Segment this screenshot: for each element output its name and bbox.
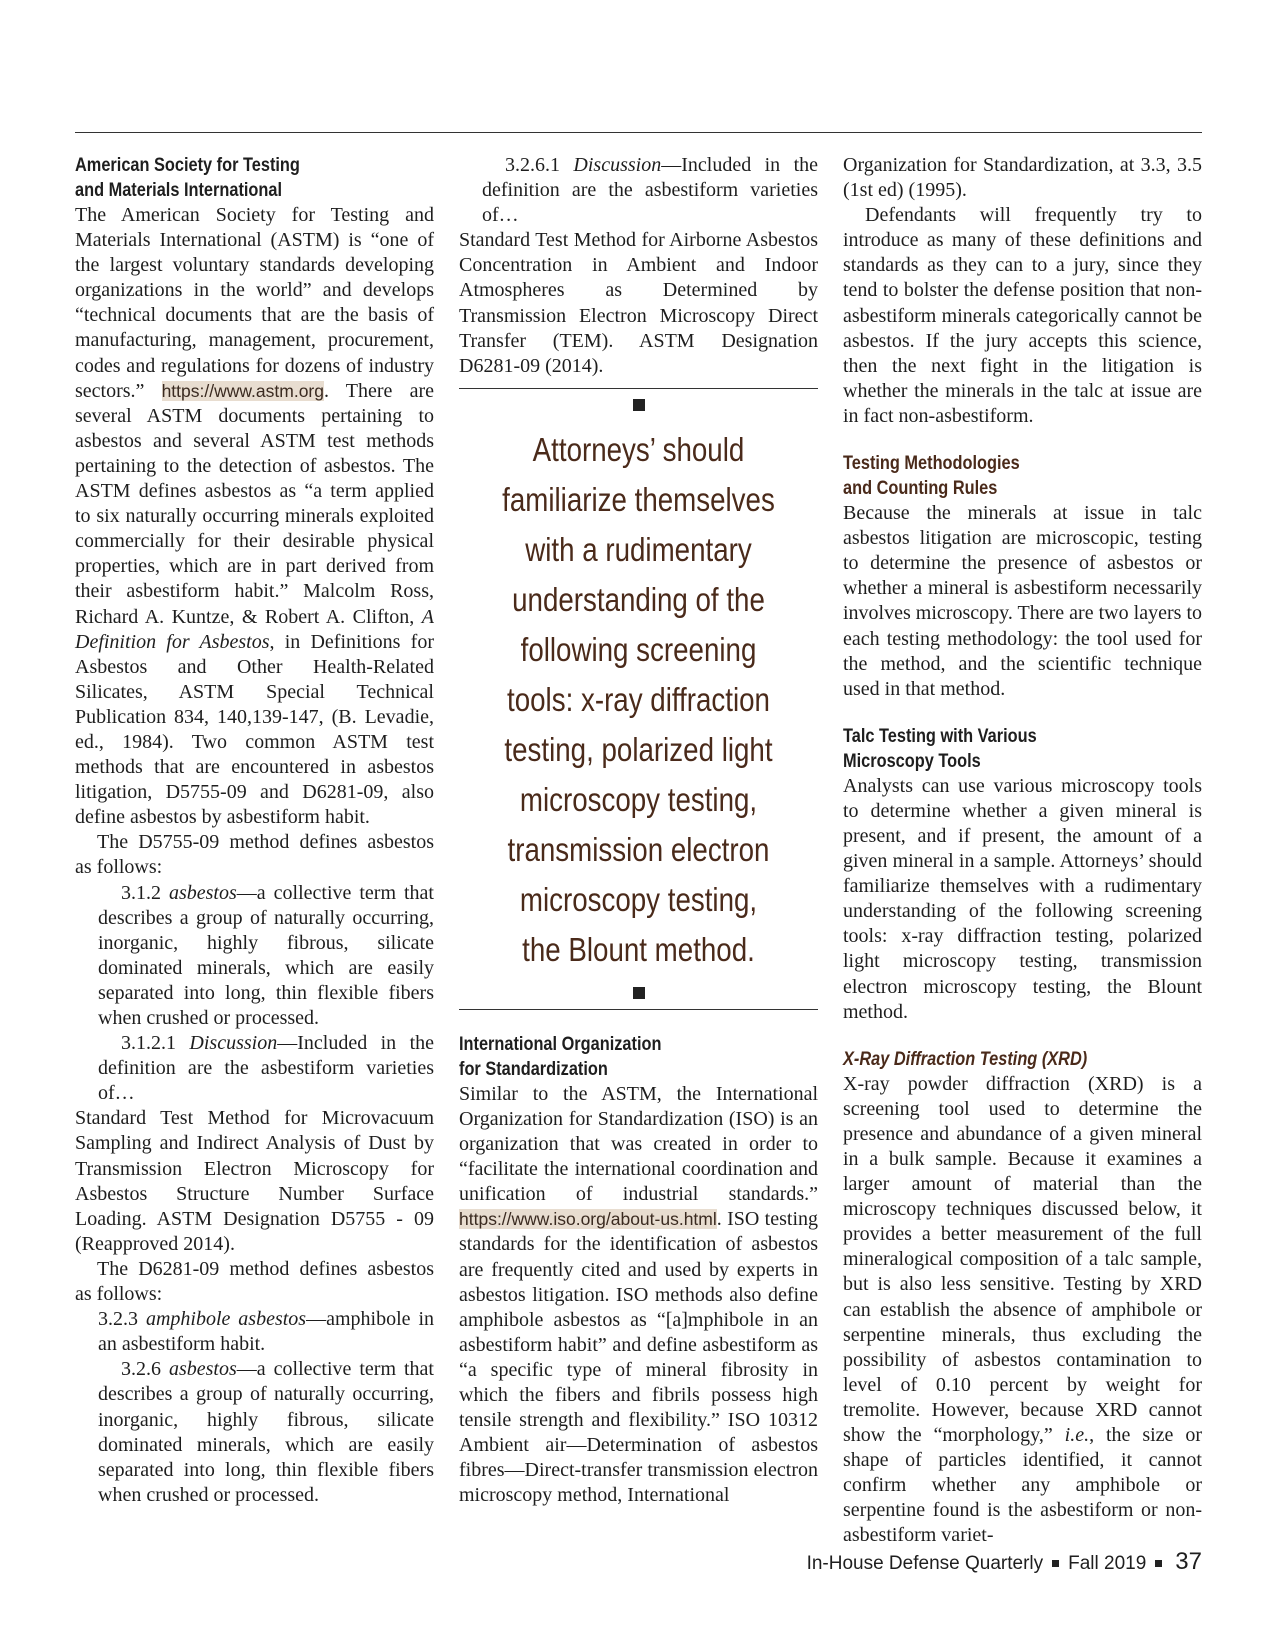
heading-line: for Standardization <box>459 1058 608 1080</box>
heading-line: International Organization <box>459 1033 662 1055</box>
pull-quote-line: transmission electron <box>507 830 770 868</box>
quoted-definition <box>75 1031 434 1106</box>
paragraph-text: Similar to the ASTM, the International Organization for Standardization (ISO) is an organization that was created in order to “facilitate the international coordination and unification of industrial standards.” <box>459 1082 818 1206</box>
paragraph: Analysts can use various microscopy tools to determine whether a given mineral is present, and if present, the amount of a given mineral in a sample. Attorneys’ should familiarize themselves with a rudimentary understanding of the following screening tools: x-ray diffraction testing, polarized light microscopy testing, transmission electron microscopy testing, the Blount method. <box>843 774 1202 1023</box>
page-footer <box>807 1548 1202 1576</box>
publication-name: In-House Defense Quarterly <box>806 1553 1044 1574</box>
paragraph: The D6281-09 method defines asbestos as follows: <box>75 1257 434 1306</box>
paragraph: Defendants will frequently try to introduce as many of these definitions and standards as they can to a jury, since they tend to bolster the defense position that non-asbestiform minerals categorically cannot be asbestos. If the jury accepts this science, then the next fight in the litigation is whether the minerals in the talc at issue are in fact non-asbestiform. <box>843 204 1202 427</box>
paragraph-text: , in Definitions for Asbestos and Other Health-Related Silicates, ASTM Special Technical Publication 834, 140,139-147, (B. Levadie, ed., 1984). Two common ASTM test methods that are encountered in asbestos litigation, D5755-09 and D6281-09, also define asbestos by asbestiform habit. <box>75 630 434 829</box>
spacer <box>843 429 1202 451</box>
square-bullet-icon <box>633 987 645 999</box>
spacer <box>459 1010 818 1032</box>
pull-quote-line: the Blount method. <box>522 930 755 968</box>
spacer <box>843 1025 1202 1047</box>
pull-quote-line: testing, polarized light <box>504 730 773 768</box>
definition-text: —amphibole in an asbestiform habit. <box>98 1308 435 1356</box>
pull-quote-line: tools: x-ray diffraction <box>507 680 770 718</box>
iso-link[interactable]: https://www.iso.org/about-us.html <box>459 1209 717 1230</box>
heading-line: Talc Testing with Various <box>843 725 1037 747</box>
issue-date: Fall 2019 <box>1068 1553 1147 1574</box>
citation-title: A Definition for Asbestos <box>75 605 434 653</box>
pull-quote-rule <box>459 388 818 389</box>
paragraph-text: . There are several ASTM documents pertaining to asbestos and several ASTM test methods pertaining to the detection of asbestos. The ASTM defines asbestos as “a term applied to six naturally occurring minerals exploited commercially for their desirable physical properties, which are in part derived from their asbestiform habit.” Malcolm Ross, Richard A. Kuntze, & Robert A. Clifton, <box>75 379 434 628</box>
definition-number: 3.2.6.1 <box>505 154 574 176</box>
definition-term: Discussion <box>189 1032 278 1055</box>
top-rule <box>75 132 1202 133</box>
paragraph-text: X-ray powder diffraction (XRD) is a screening tool used to determine the presence and abundance of a given mineral in a bulk sample. Because it examines a larger amount of material than the microscopy techniques discussed below, it provides a better measurement of the full mineralogical composition of a talc sample, but is also less sensitive. Testing by XRD can establish the absence of amphibole or serpentine minerals, thus excluding the possibility of asbestos contamination to level of 0.10 percent by weight for tremolite. However, because XRD cannot show the “morphology,” <box>843 1072 1202 1447</box>
definition-term: asbestos <box>168 881 237 904</box>
quoted-definition <box>459 153 818 228</box>
pull-quote-line: microscopy testing, <box>519 780 758 818</box>
pull-quote-line: understanding of the <box>512 580 765 618</box>
section-heading-talc-testing <box>843 724 1152 774</box>
heading-line: Microscopy Tools <box>843 750 981 772</box>
definition-term: asbestos <box>168 1358 237 1381</box>
pull-quote-line: following screening <box>520 630 757 668</box>
column-3 <box>843 153 1202 1549</box>
paragraph-text: , the size or shape of particles identified, it cannot confirm whether any amphibole or serpentine found is the asbestiform or non-asbestiform variet- <box>843 1424 1203 1547</box>
paragraph: Because the minerals at issue in talc asbestos litigation are microscopic, testing to determine the presence of asbestos or whether a mineral is asbestiform necessarily involves microscopy. There are two layers to each testing methodology: the tool used for the method, and the scientific technique used in that method. <box>843 502 1202 700</box>
square-bullet-icon <box>633 399 645 411</box>
definition-term: amphibole asbestos <box>145 1308 307 1331</box>
quoted-definition <box>75 881 434 1032</box>
pull-quote-line: Attorneys’ should <box>532 430 745 468</box>
definition-text: —a collective term that describes a group of naturally occurring, inorganic, highly fibrous, silicate dominated minerals, which are easily separated into long, thin flexible fibers when crushed or processed. <box>98 881 434 1029</box>
column-1 <box>75 153 434 1508</box>
section-heading-astm <box>75 153 384 203</box>
definition-number: 3.2.6 <box>121 1358 169 1381</box>
paragraph: Organization for Standardization, at 3.3, 3.5 (1st ed) (1995). <box>843 154 1202 202</box>
paragraph-text: . ISO testing standards for the identification of asbestos are frequently cited and used by experts in asbestos litigation. ISO methods also define amphibole asbestos as “[a]mphibole in an asbestiform habit” and define asbestiform as “a specific type of mineral fibrosity in which the fibers and fibrils possess high tensile strength and flexibility.” ISO 10312 Ambient air—Determination of asbestos fibres—Direct-transfer transmission electron microscopy method, International <box>459 1208 818 1507</box>
paragraph: Standard Test Method for Microvacuum Sampling and Indirect Analysis of Dust by Transmission Electron Microscopy for Asbestos Structure Number Surface Loading. ASTM Designation D5755 - 09 (Reapproved 2014). <box>75 1107 434 1255</box>
heading-line: and Counting Rules <box>843 478 998 500</box>
pull-quote-line: with a rudimentary <box>525 530 752 568</box>
paragraph <box>843 1072 1202 1549</box>
column-2 <box>459 153 818 1508</box>
definition-number: 3.2.3 <box>98 1308 146 1331</box>
quoted-definition <box>75 1307 434 1357</box>
definition-term: Discussion <box>573 154 662 176</box>
quoted-definition <box>75 1357 434 1508</box>
paragraph <box>75 203 434 830</box>
heading-line: and Materials International <box>75 180 283 201</box>
pull-quote-text <box>488 425 790 975</box>
pull-quote <box>459 388 818 1010</box>
heading-line: Testing Methodologies <box>843 453 1020 475</box>
pull-quote-line: microscopy testing, <box>519 880 758 918</box>
paragraph: Standard Test Method for Airborne Asbestos Concentration in Ambient and Indoor Atmospheres as Determined by Transmission Electron Microscopy Direct Transfer (TEM). ASTM Designation D6281-09 (2014). <box>459 229 818 377</box>
definition-number: 3.1.2 <box>121 881 169 904</box>
square-bullet-icon <box>1052 1560 1059 1567</box>
square-bullet-icon <box>1155 1560 1162 1567</box>
section-heading-iso <box>459 1032 768 1082</box>
abbreviation: i.e. <box>1064 1424 1090 1447</box>
pull-quote-line: familiarize themselves <box>502 480 775 518</box>
paragraph: The D5755-09 method defines asbestos as follows: <box>75 831 434 879</box>
heading-line: American Society for Testing <box>75 155 300 176</box>
astm-link[interactable]: https://www.astm.org <box>161 380 324 401</box>
paragraph <box>459 1082 818 1509</box>
section-heading-xrd: X-Ray Diffraction Testing (XRD) <box>843 1048 1088 1070</box>
definition-text: —a collective term that describes a group of naturally occurring, inorganic, highly fibrous, silicate dominated minerals, which are easily separated into long, thin flexible fibers when crushed or processed. <box>98 1358 434 1506</box>
paragraph-text: The American Society for Testing and Materials International (ASTM) is “one of the largest voluntary standards developing organizations in the world” and develops “technical documents that are the basis of manufacturing, management, procurement, codes and regulations for dozens of industry sectors.” <box>75 204 434 402</box>
page-number: 37 <box>1175 1548 1202 1575</box>
definition-text: —Included in the definition are the asbestiform varieties of… <box>98 1032 435 1105</box>
definition-text: —Included in the definition are the asbestiform varieties of… <box>482 154 819 227</box>
definition-number: 3.1.2.1 <box>121 1032 190 1055</box>
section-heading-testing-methodologies <box>843 451 1152 501</box>
spacer <box>843 702 1202 724</box>
